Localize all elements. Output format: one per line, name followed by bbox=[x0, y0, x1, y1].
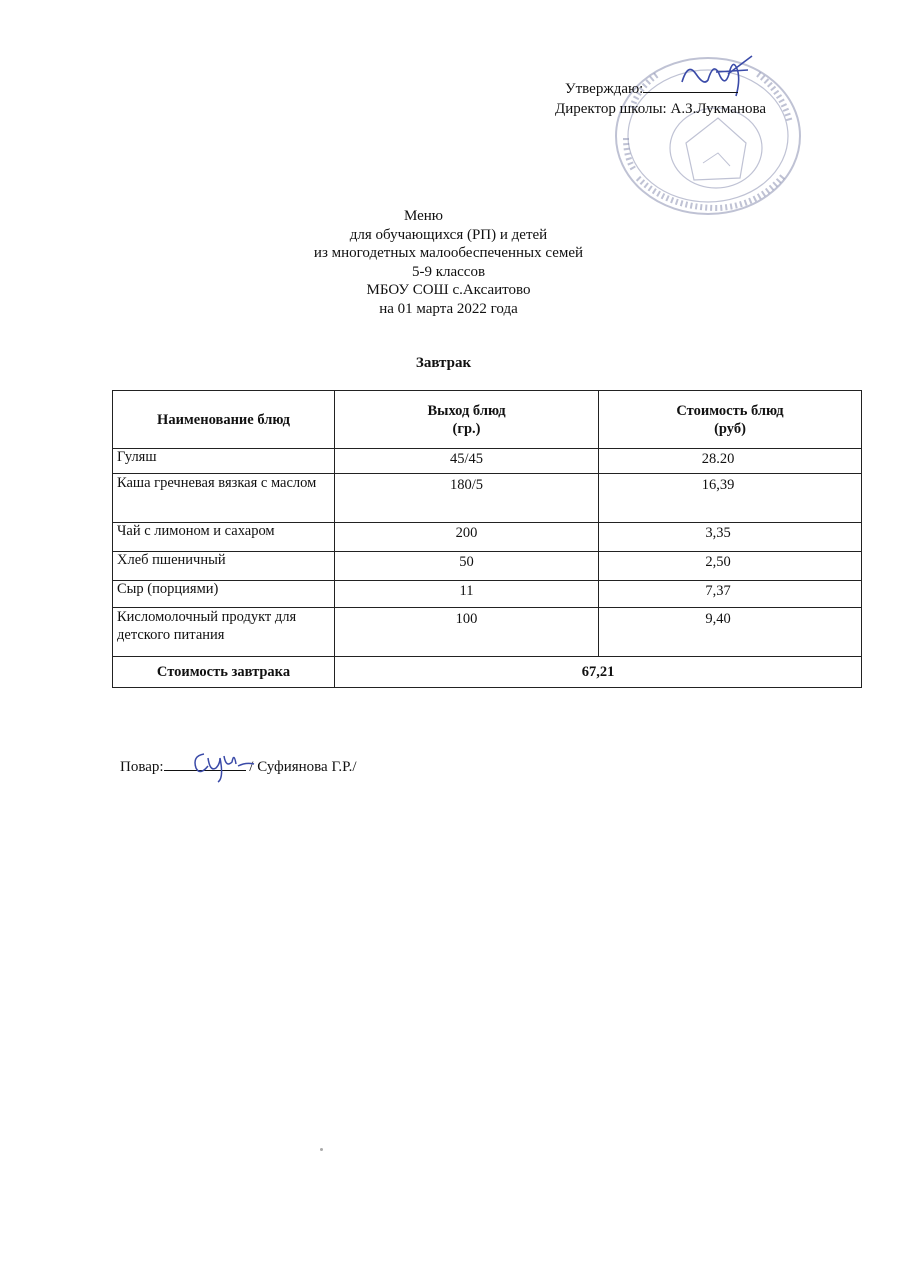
approval-block bbox=[555, 78, 766, 119]
total-row bbox=[113, 657, 862, 688]
table-row bbox=[113, 474, 862, 523]
menu-table bbox=[112, 390, 862, 688]
total-value: 67,21 bbox=[335, 657, 862, 688]
dish-name: Гуляш bbox=[113, 449, 335, 474]
header-amount: Выход блюд (гр.) bbox=[335, 391, 599, 449]
dish-name: Каша гречневая вязкая с маслом bbox=[113, 474, 335, 523]
dish-price: 28.20 bbox=[599, 449, 862, 474]
dish-name: Чай с лимоном и сахаром bbox=[113, 523, 335, 552]
dish-price: 9,40 bbox=[599, 608, 862, 657]
dish-amount: 45/45 bbox=[335, 449, 599, 474]
dish-amount: 100 bbox=[335, 608, 599, 657]
cook-name: / Суфиянова Г.Р./ bbox=[249, 759, 357, 775]
dish-amount: 50 bbox=[335, 552, 599, 581]
table-row bbox=[113, 608, 862, 657]
header-grades: 5-9 классов bbox=[411, 263, 486, 280]
dish-price: 2,50 bbox=[599, 552, 862, 581]
dish-name: Кисломолочный продукт для детского питания bbox=[113, 608, 335, 657]
header-date: на 01 марта 2022 года bbox=[379, 300, 518, 317]
director-name: А.З.Лукманова bbox=[670, 101, 767, 117]
dish-amount: 200 bbox=[335, 523, 599, 552]
header-name: Наименование блюд bbox=[113, 391, 335, 449]
dish-price: 3,35 bbox=[599, 523, 862, 552]
header-price: Стоимость блюд (руб) bbox=[599, 391, 862, 449]
scan-speck bbox=[320, 1148, 323, 1151]
table-row bbox=[113, 581, 862, 608]
table-row bbox=[113, 449, 862, 474]
dish-price: 16,39 bbox=[599, 474, 862, 523]
dish-name: Хлеб пшеничный bbox=[113, 552, 335, 581]
cook-signature bbox=[190, 742, 260, 784]
approve-signature-line bbox=[643, 78, 738, 93]
header-line-2: для обучающихся (РП) и детей bbox=[349, 226, 548, 243]
dish-name: Сыр (порциями) bbox=[113, 581, 335, 608]
table-header-row bbox=[113, 391, 862, 449]
table-row bbox=[113, 523, 862, 552]
dish-amount: 11 bbox=[335, 581, 599, 608]
header-line-3: из многодетных малообеспеченных семей bbox=[313, 245, 584, 261]
header-school: МБОУ СОШ с.Аксаитово bbox=[366, 282, 531, 298]
dish-price: 7,37 bbox=[599, 581, 862, 608]
document-header bbox=[0, 207, 897, 318]
dish-amount: 180/5 bbox=[335, 474, 599, 523]
approve-label: Утверждаю: bbox=[565, 81, 644, 97]
total-label: Стоимость завтрака bbox=[113, 657, 335, 688]
table-row bbox=[113, 552, 862, 581]
document-title: Меню bbox=[403, 208, 444, 224]
cook-label: Повар: bbox=[120, 759, 164, 775]
director-label: Директор школы: bbox=[555, 101, 667, 117]
section-title: Завтрак bbox=[415, 355, 472, 371]
